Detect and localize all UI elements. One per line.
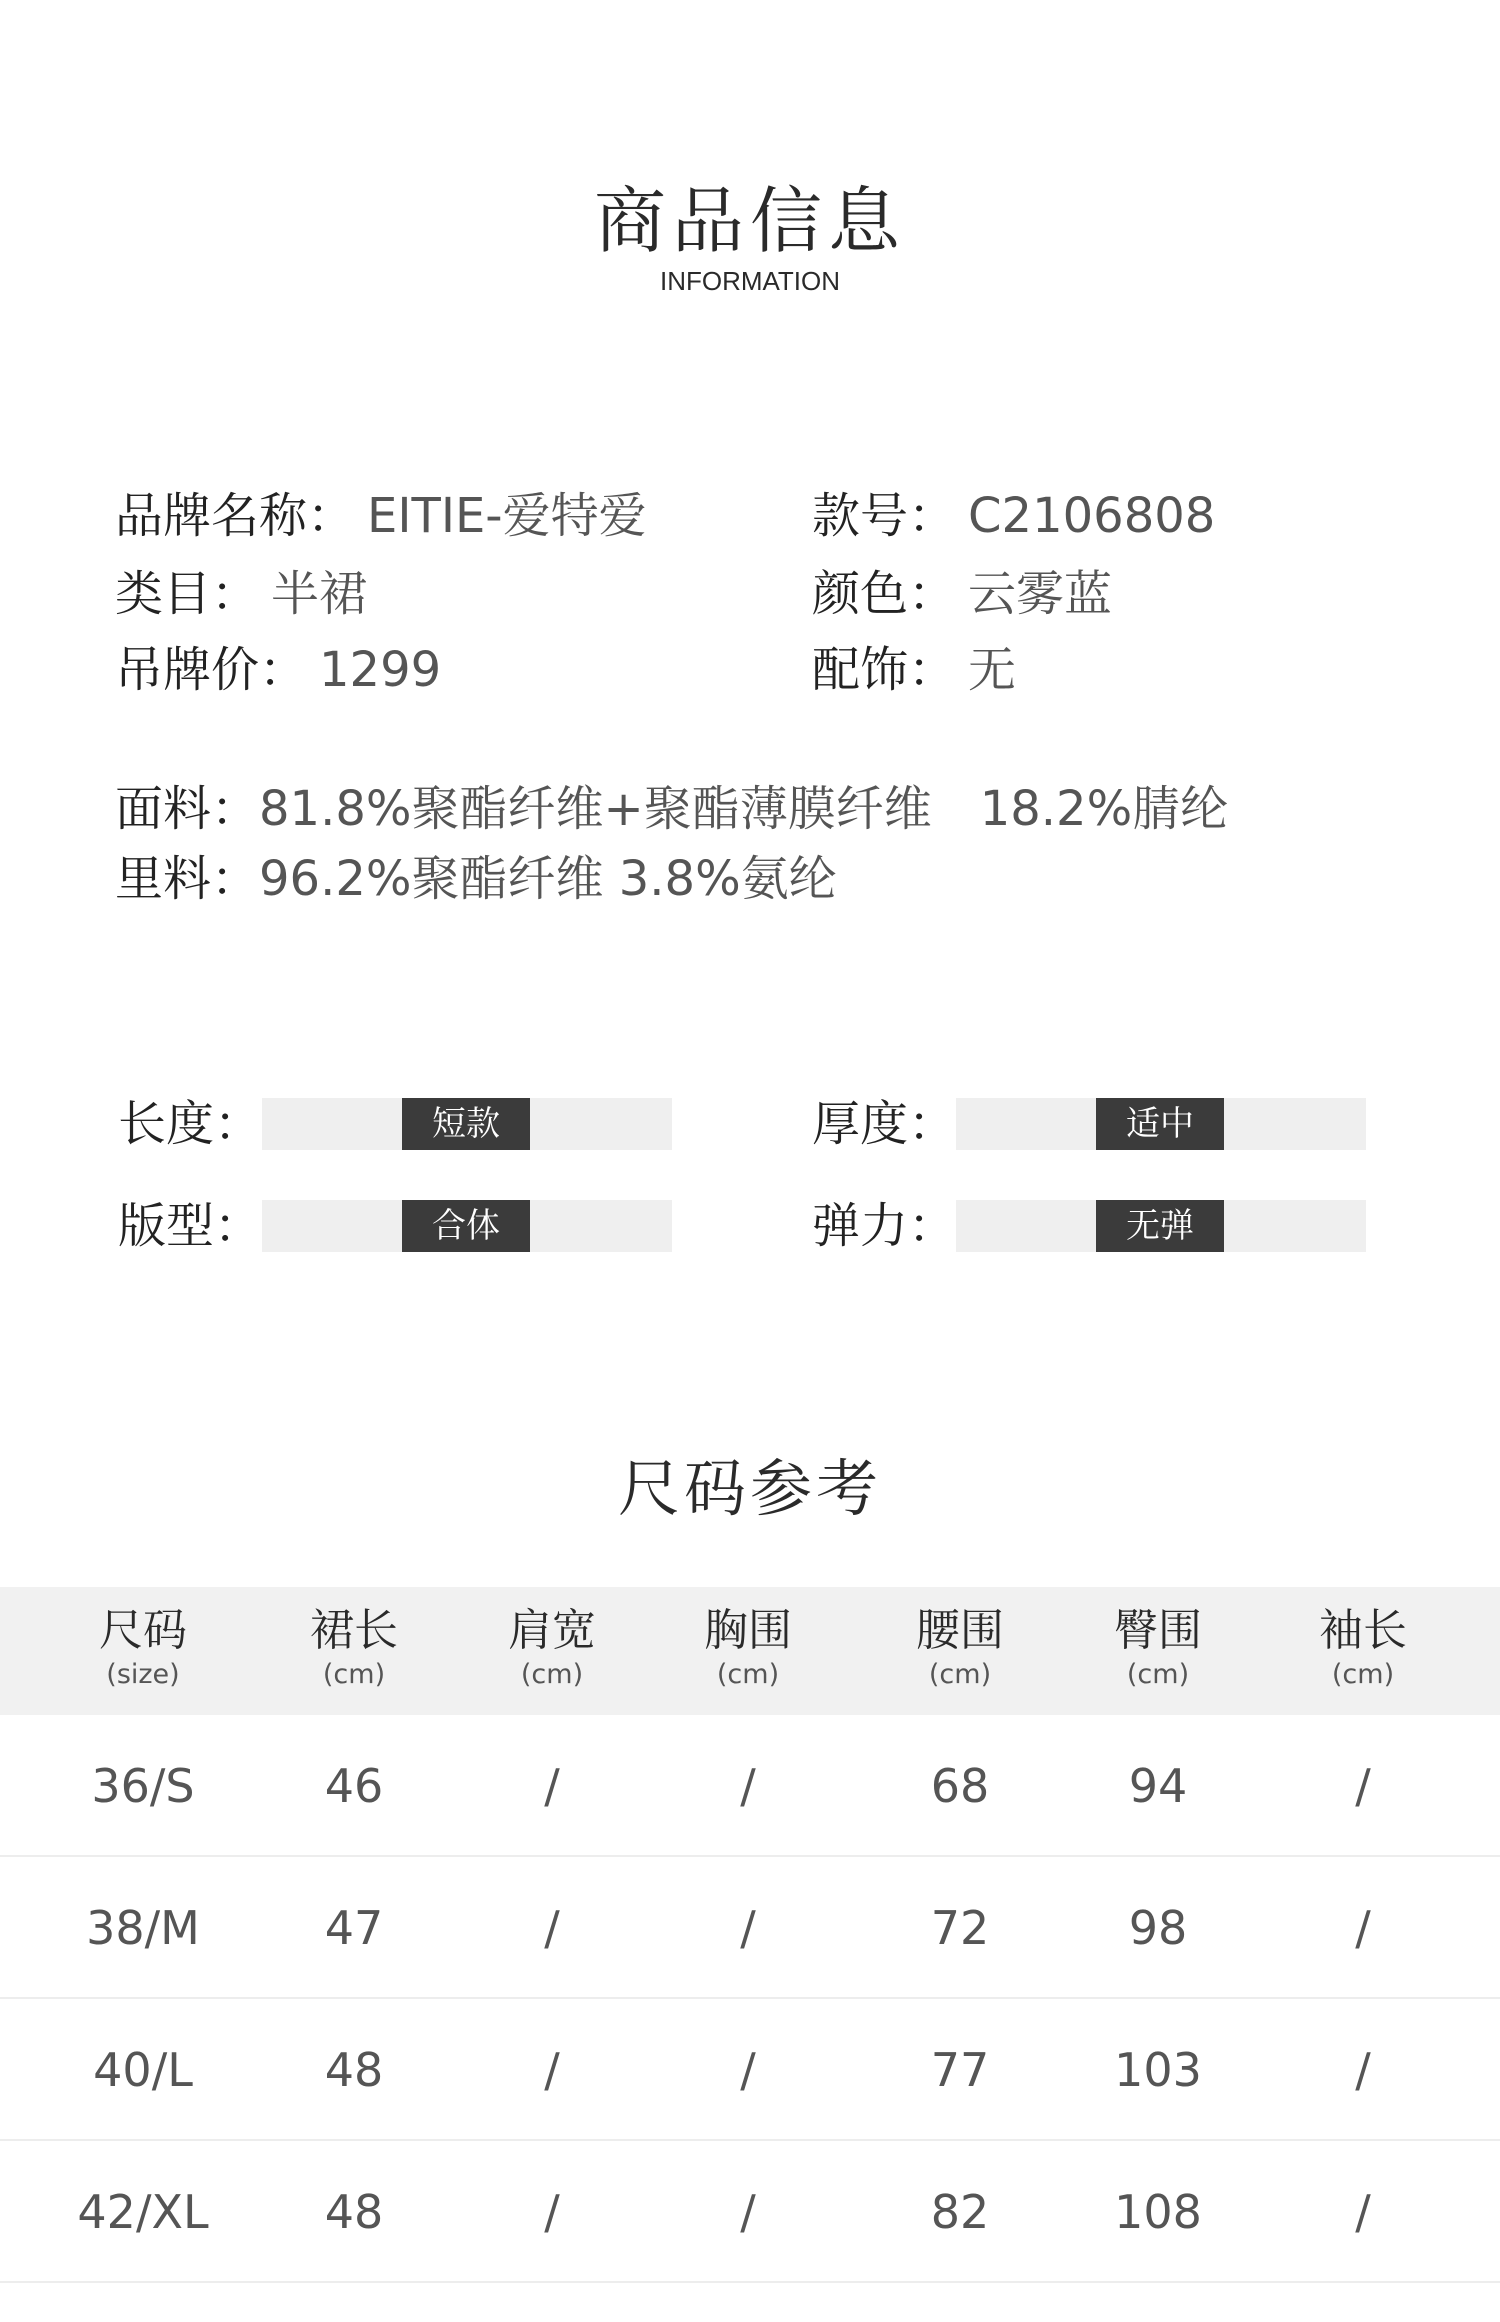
- column-unit: (cm): [716, 1659, 780, 1690]
- brand-value: EITIE-爱特爱: [367, 488, 647, 544]
- category-value: 半裙: [271, 566, 368, 622]
- column-header: [658, 1605, 838, 1690]
- accessory-info: [812, 642, 1017, 698]
- tag-price-label: 吊牌价：: [115, 642, 308, 698]
- thickness-value: 适中: [1096, 1098, 1224, 1150]
- column-unit: (cm): [928, 1659, 992, 1690]
- accessory-value: 无: [968, 642, 1017, 698]
- column-name: 臀围: [1114, 1605, 1202, 1656]
- table-cell: /: [740, 2185, 756, 2239]
- color-value: 云雾蓝: [968, 566, 1113, 622]
- color-info: [812, 566, 1113, 622]
- length-label: 长度：: [118, 1096, 263, 1152]
- column-unit: (cm): [520, 1659, 584, 1690]
- thickness-label: 厚度：: [812, 1096, 957, 1152]
- style-no-value: C2106808: [968, 488, 1216, 544]
- fit-label: 版型：: [118, 1198, 263, 1254]
- elasticity-label: 弹力：: [812, 1198, 957, 1254]
- fit-bar: [262, 1200, 672, 1252]
- brand-info: [115, 488, 647, 544]
- lining-fabric: [115, 851, 837, 907]
- table-cell: /: [740, 1759, 756, 1813]
- elasticity-value: 无弹: [1096, 1200, 1224, 1252]
- table-cell: /: [544, 2043, 560, 2097]
- column-header: [264, 1605, 444, 1690]
- shell-fabric-label: 面料：: [115, 781, 260, 837]
- column-unit: (size): [106, 1659, 180, 1690]
- category-label: 类目：: [115, 566, 260, 622]
- table-cell: 46: [324, 1759, 384, 1813]
- table-cell: /: [544, 1901, 560, 1955]
- table-cell: /: [544, 2185, 560, 2239]
- table-cell: 47: [324, 1901, 384, 1955]
- shell-fabric-value: 81.8%聚酯纤维+聚酯薄膜纤维 18.2%腈纶: [259, 781, 1229, 837]
- column-name: 袖长: [1319, 1605, 1407, 1656]
- fit-value: 合体: [402, 1200, 530, 1252]
- accessory-label: 配饰：: [812, 642, 957, 698]
- column-unit: (cm): [1331, 1659, 1395, 1690]
- table-cell: 103: [1114, 2043, 1202, 2097]
- table-row: [0, 2141, 1500, 2283]
- shell-fabric: [115, 781, 1229, 837]
- brand-label: 品牌名称：: [115, 488, 356, 544]
- lining-fabric-value: 96.2%聚酯纤维 3.8%氨纶: [259, 851, 837, 907]
- column-header: [1068, 1605, 1248, 1690]
- table-cell: 40/L: [93, 2043, 193, 2097]
- category-info: [115, 566, 368, 622]
- column-name: 裙长: [310, 1605, 398, 1656]
- column-header: [462, 1605, 642, 1690]
- size-chart-table: [0, 1587, 1500, 2283]
- table-cell: /: [1355, 1759, 1371, 1813]
- column-name: 肩宽: [508, 1605, 596, 1656]
- column-unit: (cm): [322, 1659, 386, 1690]
- table-cell: 77: [930, 2043, 990, 2097]
- table-cell: /: [1355, 2185, 1371, 2239]
- column-unit: (cm): [1126, 1659, 1190, 1690]
- table-cell: /: [740, 1901, 756, 1955]
- table-cell: 98: [1128, 1901, 1188, 1955]
- table-row: [0, 1999, 1500, 2141]
- color-label: 颜色：: [812, 566, 957, 622]
- lining-fabric-label: 里料：: [115, 851, 260, 907]
- table-cell: /: [544, 1759, 560, 1813]
- column-name: 胸围: [704, 1605, 792, 1656]
- table-cell: 108: [1114, 2185, 1202, 2239]
- thickness-bar: [956, 1098, 1366, 1150]
- column-header: [53, 1605, 233, 1690]
- tag-price-info: [115, 642, 442, 698]
- table-cell: 42/XL: [77, 2185, 209, 2239]
- size-chart-body: [0, 1715, 1500, 2283]
- page-subtitle: INFORMATION: [659, 266, 841, 296]
- size-chart-header: [0, 1587, 1500, 1715]
- length-bar: [262, 1098, 672, 1150]
- table-cell: /: [1355, 1901, 1371, 1955]
- page-title: 商品信息: [593, 179, 906, 263]
- column-name: 腰围: [916, 1605, 1004, 1656]
- table-cell: 38/M: [86, 1901, 200, 1955]
- column-name: 尺码: [99, 1605, 187, 1656]
- elasticity-bar: [956, 1200, 1366, 1252]
- table-cell: 72: [930, 1901, 990, 1955]
- table-cell: 68: [930, 1759, 990, 1813]
- table-cell: 48: [324, 2043, 384, 2097]
- column-header: [870, 1605, 1050, 1690]
- table-cell: 82: [930, 2185, 990, 2239]
- length-value: 短款: [402, 1098, 530, 1150]
- table-cell: 48: [324, 2185, 384, 2239]
- table-cell: 36/S: [91, 1759, 195, 1813]
- style-no-info: [812, 488, 1216, 544]
- size-chart-title: 尺码参考: [617, 1452, 882, 1525]
- table-cell: /: [740, 2043, 756, 2097]
- tag-price-value: 1299: [319, 642, 442, 698]
- table-cell: /: [1355, 2043, 1371, 2097]
- table-row: [0, 1715, 1500, 1857]
- style-no-label: 款号：: [812, 488, 957, 544]
- table-cell: 94: [1128, 1759, 1188, 1813]
- column-header: [1273, 1605, 1453, 1690]
- table-row: [0, 1857, 1500, 1999]
